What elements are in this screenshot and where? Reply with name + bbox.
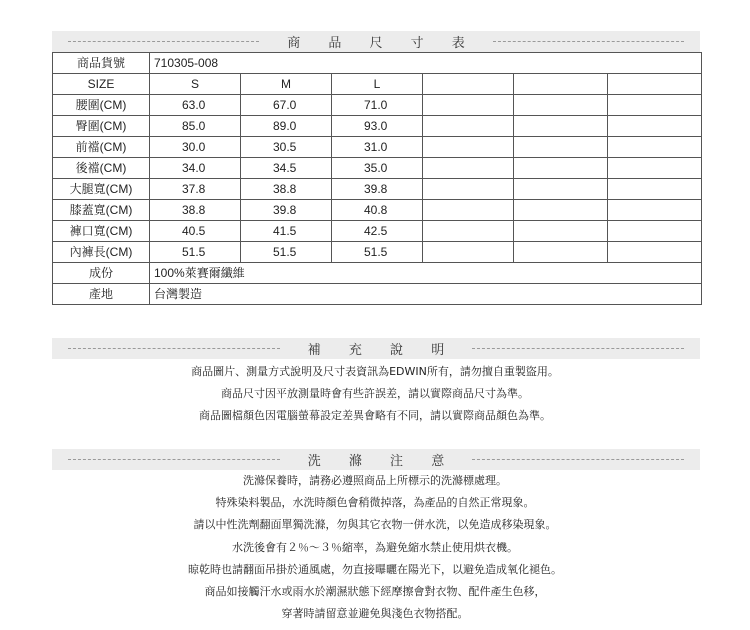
measure-value: 34.5: [241, 158, 332, 179]
empty-cell: [608, 95, 702, 116]
measure-value: 38.8: [150, 200, 241, 221]
empty-cell: [608, 200, 702, 221]
divider: [68, 41, 259, 42]
measure-label: 臀圍(CM): [53, 116, 150, 137]
washing-title: 洗 滌 注 意: [307, 454, 457, 469]
measure-value: 63.0: [150, 95, 241, 116]
product-no-value: 710305-008: [150, 53, 702, 74]
measure-label: 褲口寬(CM): [53, 221, 150, 242]
origin-value: 台灣製造: [150, 284, 702, 305]
supplement-header: [52, 338, 700, 359]
note-line: 商品如接觸汗水或雨水於潮濕狀態下經摩擦會對衣物、配件產生色移，: [204, 584, 546, 598]
measure-value: 71.0: [332, 95, 423, 116]
origin-row: [53, 284, 702, 305]
empty-cell: [608, 116, 702, 137]
measure-value: 39.8: [332, 179, 423, 200]
note-line: 水洗後會有２％～３％縮率，為避免縮水禁止使用烘衣機。: [232, 540, 518, 554]
measure-value: 39.8: [241, 200, 332, 221]
measure-label: 腰圍(CM): [53, 95, 150, 116]
washing-header: [52, 449, 700, 470]
measure-row: [53, 158, 702, 179]
measure-label: 前襠(CM): [53, 137, 150, 158]
note-line: 商品圖片、測量方式說明及尺寸表資訊為EDWIN所有，請勿擅自重製盜用。: [191, 365, 559, 378]
note-line: 商品圖檔顏色因電腦螢幕設定差異會略有不同，請以實際商品顏色為準。: [199, 409, 551, 423]
empty-cell: [514, 116, 608, 137]
empty-cell: [423, 95, 514, 116]
measure-row: [53, 221, 702, 242]
supplement-notes: [0, 361, 750, 428]
measure-value: 51.5: [332, 242, 423, 263]
origin-label: 產地: [53, 284, 150, 305]
measure-row: [53, 116, 702, 137]
note-line: 商品尺寸因平放測量時會有些許誤差，請以實際商品尺寸為準。: [221, 387, 529, 401]
note-line: 晾乾時也請翻面吊掛於通風處，勿直接曝曬在陽光下，以避免造成氧化褪色。: [188, 562, 562, 576]
note-line: 特殊染料製品，水洗時顏色會稍微掉落，為產品的自然正常現象。: [215, 496, 535, 510]
measure-label: 後襠(CM): [53, 158, 150, 179]
note-line: 穿著時請留意並避免與淺色衣物搭配。: [281, 607, 469, 621]
note-line: 請以中性洗劑翻面單獨洗滌，勿與其它衣物一併水洗，以免造成移染現象。: [193, 518, 557, 532]
size-table-header: [52, 31, 700, 52]
size-m: M: [241, 74, 332, 95]
measure-row: [53, 200, 702, 221]
measure-label: 膝蓋寬(CM): [53, 200, 150, 221]
size-label: SIZE: [53, 74, 150, 95]
measure-value: 41.5: [241, 221, 332, 242]
empty-cell: [423, 137, 514, 158]
divider: [472, 459, 684, 460]
measure-value: 67.0: [241, 95, 332, 116]
size-l: L: [332, 74, 423, 95]
measure-label: 大腿寬(CM): [53, 179, 150, 200]
measure-value: 35.0: [332, 158, 423, 179]
measure-row: [53, 95, 702, 116]
empty-cell: [608, 179, 702, 200]
empty-cell: [423, 200, 514, 221]
empty-cell: [514, 95, 608, 116]
empty-cell: [514, 158, 608, 179]
measure-value: 40.8: [332, 200, 423, 221]
divider: [472, 348, 684, 349]
material-label: 成份: [53, 263, 150, 284]
divider: [68, 348, 280, 349]
empty-cell: [423, 242, 514, 263]
product-no-row: [53, 53, 702, 74]
empty-cell: [423, 74, 514, 95]
measure-value: 37.8: [150, 179, 241, 200]
empty-cell: [423, 221, 514, 242]
measure-value: 51.5: [150, 242, 241, 263]
empty-cell: [514, 221, 608, 242]
measure-value: 30.0: [150, 137, 241, 158]
measure-value: 31.0: [332, 137, 423, 158]
supplement-title: 補 充 說 明: [307, 343, 457, 358]
empty-cell: [514, 200, 608, 221]
empty-cell: [514, 242, 608, 263]
size-s: S: [150, 74, 241, 95]
empty-cell: [608, 137, 702, 158]
washing-notes: [0, 470, 750, 625]
empty-cell: [514, 137, 608, 158]
material-row: [53, 263, 702, 284]
measure-value: 30.5: [241, 137, 332, 158]
size-header-row: [53, 74, 702, 95]
product-no-label: 商品貨號: [53, 53, 150, 74]
size-table: [52, 52, 702, 305]
material-value: 100%萊賽爾纖維: [150, 263, 702, 284]
measure-value: 51.5: [241, 242, 332, 263]
empty-cell: [514, 74, 608, 95]
measure-value: 34.0: [150, 158, 241, 179]
empty-cell: [423, 116, 514, 137]
measure-value: 93.0: [332, 116, 423, 137]
empty-cell: [423, 179, 514, 200]
empty-cell: [608, 74, 702, 95]
measure-value: 40.5: [150, 221, 241, 242]
empty-cell: [514, 179, 608, 200]
divider: [493, 41, 684, 42]
empty-cell: [608, 221, 702, 242]
measure-value: 38.8: [241, 179, 332, 200]
measure-value: 42.5: [332, 221, 423, 242]
measure-value: 89.0: [241, 116, 332, 137]
measure-value: 85.0: [150, 116, 241, 137]
empty-cell: [423, 158, 514, 179]
measure-row: [53, 137, 702, 158]
note-line: 洗滌保養時，請務必遵照商品上所標示的洗滌標處理。: [243, 474, 507, 487]
measure-row: [53, 179, 702, 200]
empty-cell: [608, 158, 702, 179]
divider: [68, 459, 280, 460]
measure-label: 內褲長(CM): [53, 242, 150, 263]
measure-row: [53, 242, 702, 263]
empty-cell: [608, 242, 702, 263]
size-table-title: 商 品 尺 寸 表: [287, 36, 477, 51]
